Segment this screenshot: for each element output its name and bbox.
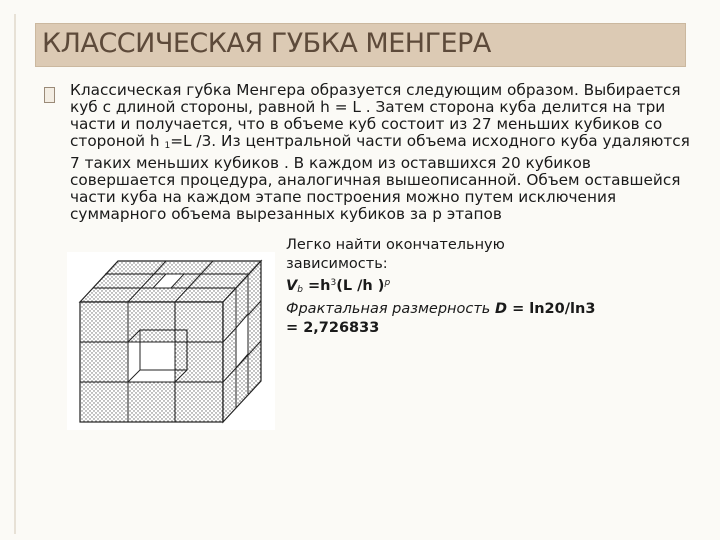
dimension-symbol: D — [494, 301, 508, 317]
volume-subscript: b — [297, 285, 303, 295]
volume-symbol: V — [286, 278, 298, 294]
dimension-label: Фрактальная размерность — [286, 301, 495, 317]
paragraph-part1: Классическая губка Менгера образуется следующим образом. Выбирается куб с длиной стороны, равной h = L . Затем сторона куба делится на три части и получается, что в объеме куб состоит из 27 меньших кубиков со стороной h — [70, 81, 681, 150]
h-exponent: 3 — [330, 278, 337, 288]
volume-paren: (L /h ) — [336, 278, 385, 294]
slide-left-rule — [14, 14, 16, 534]
dimension-line — [286, 300, 706, 319]
volume-formula — [286, 274, 706, 300]
body-paragraph — [70, 82, 700, 223]
paragraph-subscript: 1 — [164, 141, 171, 151]
dimension-value-line — [286, 319, 706, 338]
volume-eq: =h — [302, 278, 331, 294]
bullet-box-icon — [44, 87, 55, 103]
dimension-expression: = ln20/ln3 — [507, 301, 596, 317]
paragraph-part2: =L /3. Из центральной части объема исходного куба удаляются 7 таких меньших кубиков . В каждом из оставшихся 20 кубиков совершается процедура, аналогичная вышеописанной. Объем оставшейся части куба на каждом этапе построения можно путем исключения суммарного объема вырезанных кубиков за p этапов — [70, 132, 690, 223]
formula-intro-line1: Легко найти окончательную — [286, 237, 505, 253]
menger-cube-image — [67, 252, 275, 430]
p-exponent: p — [384, 278, 391, 288]
slide-title: КЛАССИЧЕСКАЯ ГУБКА МЕНГЕРА — [42, 28, 491, 59]
formula-intro-line2: зависимость: — [286, 256, 388, 272]
dimension-value: = 2,726833 — [286, 320, 380, 336]
formula-block — [286, 236, 706, 338]
menger-cube-drawing — [67, 252, 275, 430]
